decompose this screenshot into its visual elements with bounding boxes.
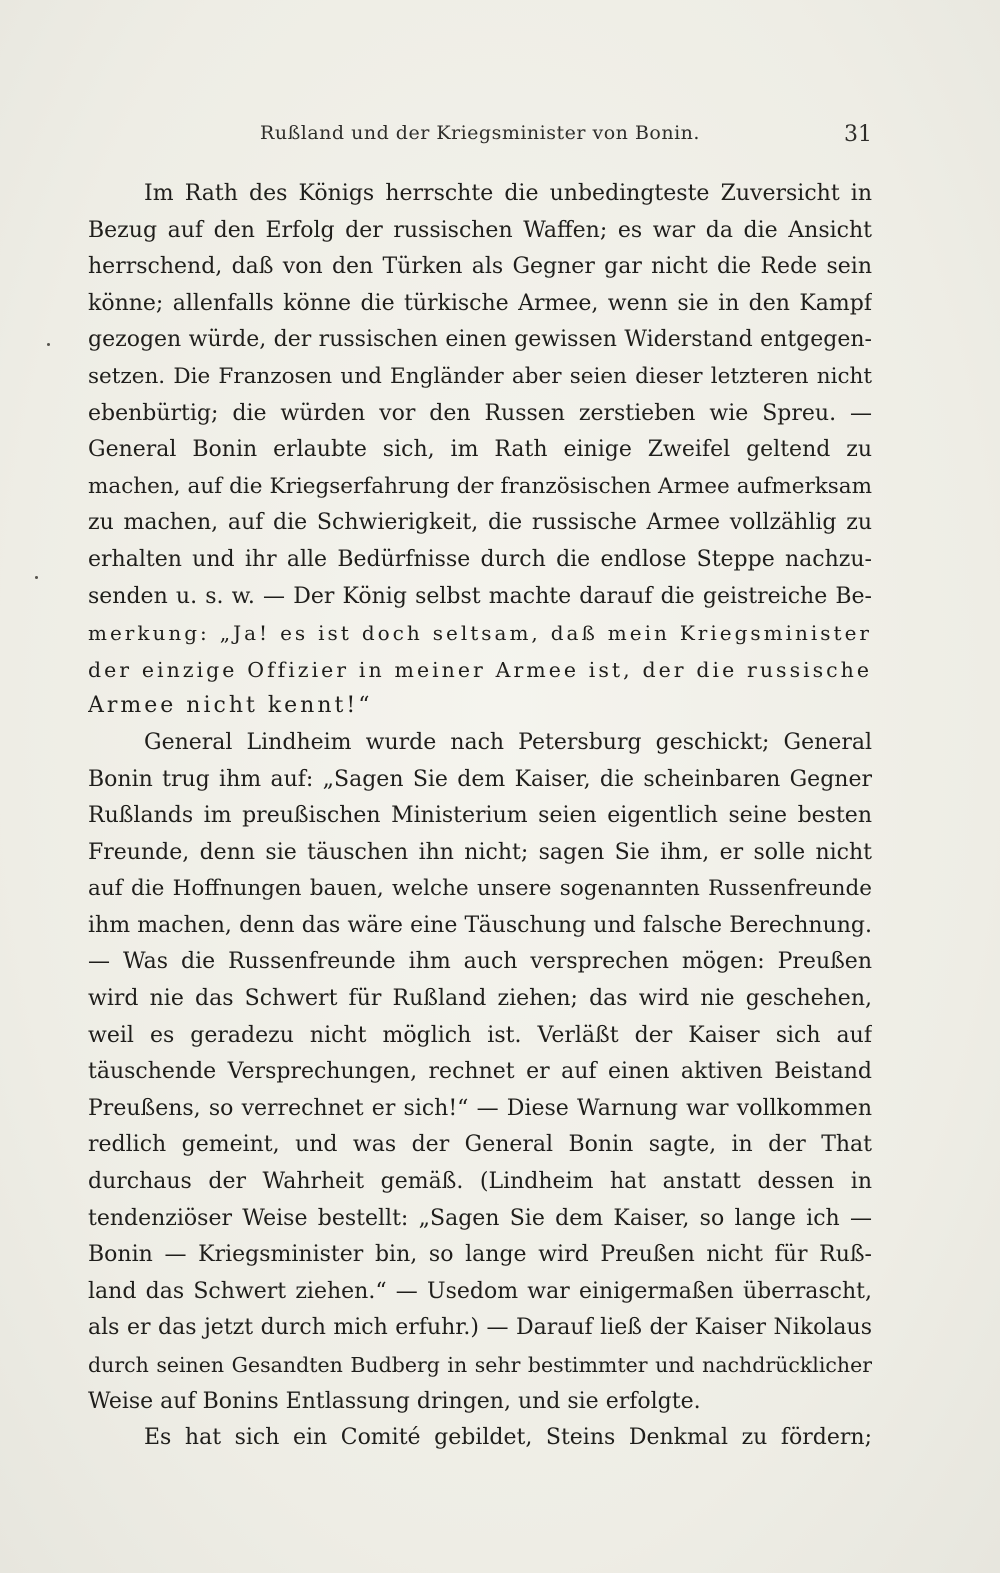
text-line: Im Rath des Königs herrschte die unbedingteste Zuversicht in	[144, 181, 872, 206]
text-line: auf die Hoffnungen bauen, welche unsere sogenannten Russenfreunde	[88, 876, 872, 902]
text-line: erhalten und ihr alle Bedürfnisse durch die endlose Steppe nachzu-	[88, 546, 872, 572]
text-line: zu machen, auf die Schwierigkeit, die russische Armee vollzählig zu	[88, 510, 872, 536]
paper-speck	[47, 343, 50, 346]
text-line: — Was die Russenfreunde ihm auch versprechen mögen: Preußen	[88, 949, 872, 975]
text-line: Preußens, so verrechnet er sich!“ — Diese Warnung war vollkommen	[88, 1095, 872, 1121]
text-line: Bonin — Kriegsminister bin, so lange wird Preußen nicht für Ruß-	[88, 1242, 872, 1268]
text-line: der einzige Offizier in meiner Armee ist, der die russische	[88, 657, 872, 682]
text-line: ebenbürtig; die würden vor den Russen zerstieben wie Spreu. —	[88, 400, 872, 426]
text-line: Rußlands im preußischen Ministerium seien eigentlich seine besten	[88, 803, 872, 829]
text-line: weil es geradezu nicht möglich ist. Verläßt der Kaiser sich auf	[88, 1022, 872, 1048]
text-line: senden u. s. w. — Der König selbst machte darauf die geistreiche Be-	[88, 583, 872, 609]
text-line: redlich gemeint, und was der General Bonin sagte, in der That	[88, 1132, 872, 1158]
text-line: land das Schwert ziehen.“ — Usedom war einigermaßen überrascht,	[88, 1278, 872, 1304]
text-line: könne; allenfalls könne die türkische Armee, wenn sie in den Kampf	[88, 290, 872, 316]
text-line: Freunde, denn sie täuschen ihn nicht; sagen Sie ihm, er solle nicht	[88, 839, 872, 865]
text-line: als er das jetzt durch mich erfuhr.) — Darauf ließ der Kaiser Nikolaus	[88, 1315, 872, 1341]
page-header	[88, 114, 872, 150]
text-line: General Lindheim wurde nach Petersburg geschickt; General	[144, 729, 872, 755]
body-text	[88, 176, 872, 1457]
text-line: Armee nicht kennt!“	[88, 693, 373, 719]
text-line: ihm machen, denn das wäre eine Täuschung und falsche Berechnung.	[88, 912, 872, 938]
text-line: durchaus der Wahrheit gemäß. (Lindheim hat anstatt dessen in	[88, 1169, 872, 1195]
paper-speck	[35, 576, 38, 579]
page-number: 31	[844, 122, 872, 147]
text-line: tendenziöser Weise bestellt: „Sagen Sie dem Kaiser, so lange ich —	[88, 1205, 872, 1231]
text-line: machen, auf die Kriegserfahrung der französischen Armee aufmerksam	[88, 473, 872, 499]
running-title: Rußland und der Kriegsminister von Bonin.	[260, 122, 700, 144]
text-line: täuschende Versprechungen, rechnet er auf einen aktiven Beistand	[88, 1059, 872, 1085]
text-line: merkung: „Ja! es ist doch seltsam, daß mein Kriegsminister	[88, 621, 872, 646]
text-line: durch seinen Gesandten Budberg in sehr bestimmter und nachdrücklicher	[88, 1353, 872, 1377]
text-line: gezogen würde, der russischen einen gewissen Widerstand entgegen-	[88, 327, 872, 353]
text-line: Bonin trug ihm auf: „Sagen Sie dem Kaiser, die scheinbaren Gegner	[88, 766, 872, 792]
text-line: setzen. Die Franzosen und Engländer aber seien dieser letzteren nicht	[88, 363, 872, 389]
text-line: Bezug auf den Erfolg der russischen Waffen; es war da die Ansicht	[88, 217, 872, 243]
text-line: Es hat sich ein Comité gebildet, Steins Denkmal zu fördern;	[144, 1425, 872, 1451]
text-line: herrschend, daß von den Türken als Gegner gar nicht die Rede sein	[88, 254, 872, 280]
text-line: General Bonin erlaubte sich, im Rath einige Zweifel geltend zu	[88, 437, 872, 463]
text-line: Weise auf Bonins Entlassung dringen, und sie erfolgte.	[88, 1388, 701, 1414]
text-line: wird nie das Schwert für Rußland ziehen; das wird nie geschehen,	[88, 986, 872, 1012]
